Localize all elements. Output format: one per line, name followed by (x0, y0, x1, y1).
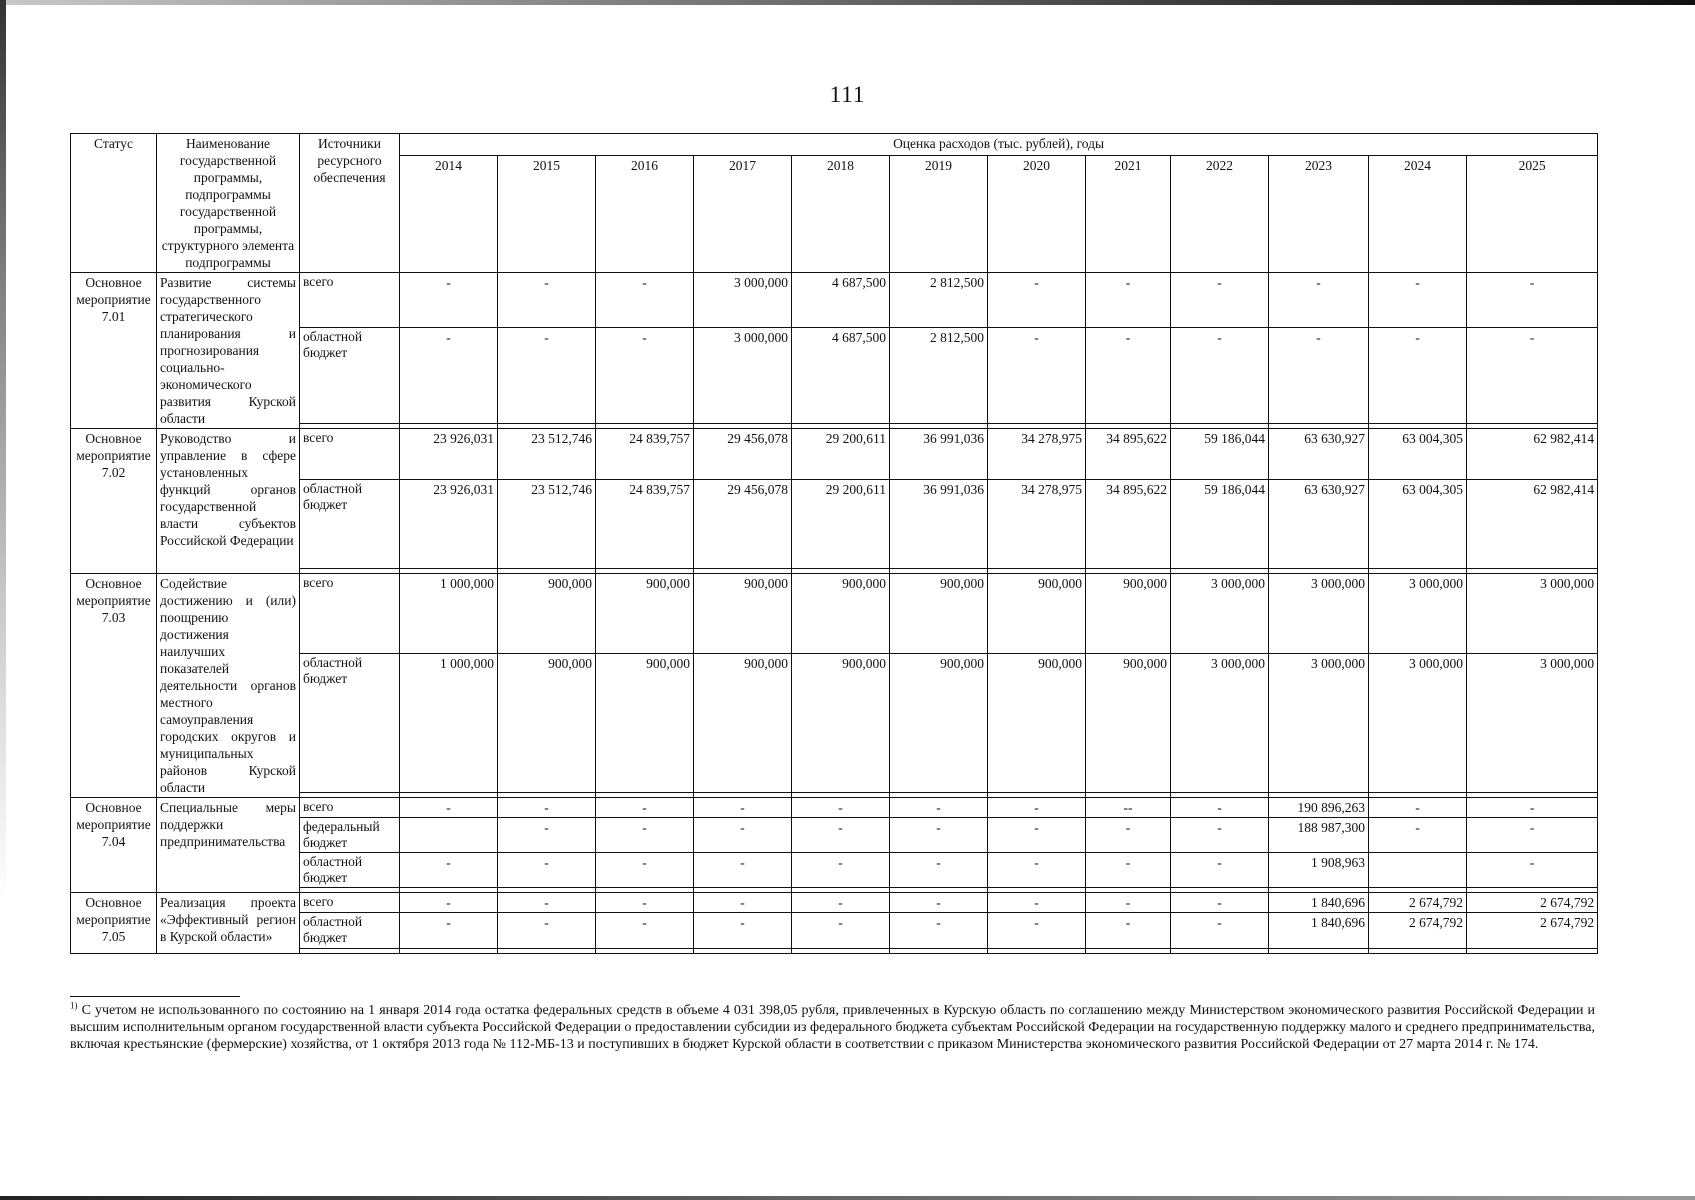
cell-value-2020: 34 278,975 (988, 429, 1086, 480)
cell-value-2018: - (792, 913, 890, 949)
header-status: Статус (71, 134, 157, 273)
cell-value-2024: 63 004,305 (1369, 429, 1467, 480)
filler-cell (596, 949, 694, 954)
cell-value-2025: 3 000,000 (1467, 653, 1598, 792)
cell-value-2022: - (1171, 853, 1269, 888)
filler-cell (792, 949, 890, 954)
filler-cell (1369, 949, 1467, 954)
filler-cell (1086, 949, 1171, 954)
header-year-2024: 2024 (1369, 156, 1467, 273)
cell-value-2019: - (890, 853, 988, 888)
cell-value-2015: - (498, 798, 596, 818)
cell-value-2023: 190 896,263 (1269, 798, 1369, 818)
table-row (71, 913, 1598, 949)
cell-value-2015: - (498, 818, 596, 853)
cell-value-2018: - (792, 893, 890, 913)
cell-value-2024: 3 000,000 (1369, 574, 1467, 654)
cell-value-2022: - (1171, 913, 1269, 949)
row-source: федеральный бюджет (300, 818, 400, 853)
budget-table (70, 133, 1598, 954)
cell-value-2014: 23 926,031 (400, 479, 498, 568)
cell-value-2017: 3 000,000 (694, 273, 792, 328)
cell-value-2016: - (596, 798, 694, 818)
header-year-2015: 2015 (498, 156, 596, 273)
cell-value-2021: 900,000 (1086, 574, 1171, 654)
cell-value-2018: - (792, 853, 890, 888)
cell-value-2024: - (1369, 273, 1467, 328)
row-source: областной бюджет (300, 853, 400, 888)
cell-value-2023: - (1269, 327, 1369, 423)
cell-value-2017: - (694, 913, 792, 949)
cell-value-2019: 36 991,036 (890, 479, 988, 568)
row-status: Основное мероприятие 7.03 (71, 574, 157, 798)
row-status: Основное мероприятие 7.05 (71, 893, 157, 954)
cell-value-2017: 900,000 (694, 653, 792, 792)
row-program-name: Содействие достижению и (или) поощрению достижения наилучших показателей деятельности органов местного самоуправления городских округов и муниципальных районов Курской области (157, 574, 300, 798)
header-year-2021: 2021 (1086, 156, 1171, 273)
cell-value-2015: 900,000 (498, 653, 596, 792)
table-row (71, 273, 1598, 328)
cell-value-2017: - (694, 853, 792, 888)
cell-value-2018: 900,000 (792, 653, 890, 792)
cell-value-2019: 2 812,500 (890, 327, 988, 423)
cell-value-2017: 3 000,000 (694, 327, 792, 423)
cell-value-2019: 36 991,036 (890, 429, 988, 480)
row-source: всего (300, 893, 400, 913)
cell-value-2017: - (694, 893, 792, 913)
cell-value-2025: - (1467, 798, 1598, 818)
filler-cell (498, 949, 596, 954)
cell-value-2016: - (596, 893, 694, 913)
cell-value-2020: - (988, 818, 1086, 853)
row-source: всего (300, 273, 400, 328)
cell-value-2023: 188 987,300 (1269, 818, 1369, 853)
cell-value-2025: 3 000,000 (1467, 574, 1598, 654)
cell-value-2017: 29 456,078 (694, 429, 792, 480)
cell-value-2024 (1369, 853, 1467, 888)
cell-value-2018: 29 200,611 (792, 479, 890, 568)
cell-value-2017: - (694, 798, 792, 818)
cell-value-2025: - (1467, 273, 1598, 328)
filler-cell (1171, 949, 1269, 954)
cell-value-2022: - (1171, 798, 1269, 818)
row-source: областной бюджет (300, 327, 400, 423)
cell-value-2014 (400, 818, 498, 853)
table-row (71, 574, 1598, 654)
cell-value-2015: - (498, 327, 596, 423)
cell-value-2024: 3 000,000 (1369, 653, 1467, 792)
table-row (71, 429, 1598, 480)
row-source: всего (300, 429, 400, 480)
cell-value-2014: - (400, 798, 498, 818)
cell-value-2022: - (1171, 273, 1269, 328)
row-source: всего (300, 574, 400, 654)
header-year-2025: 2025 (1467, 156, 1598, 273)
cell-value-2016: - (596, 327, 694, 423)
filler-cell (890, 949, 988, 954)
cell-value-2015: - (498, 913, 596, 949)
cell-value-2022: 59 186,044 (1171, 479, 1269, 568)
cell-value-2018: - (792, 798, 890, 818)
table-row (71, 893, 1598, 913)
header-year-2018: 2018 (792, 156, 890, 273)
row-status: Основное мероприятие 7.04 (71, 798, 157, 893)
cell-value-2015: - (498, 893, 596, 913)
cell-value-2023: 63 630,927 (1269, 429, 1369, 480)
header-year-2023: 2023 (1269, 156, 1369, 273)
cell-value-2019: 900,000 (890, 574, 988, 654)
table-header (71, 134, 1598, 273)
cell-value-2022: - (1171, 893, 1269, 913)
cell-value-2014: - (400, 893, 498, 913)
cell-value-2022: - (1171, 818, 1269, 853)
header-year-2017: 2017 (694, 156, 792, 273)
group-filler-row (71, 949, 1598, 954)
cell-value-2023: 3 000,000 (1269, 574, 1369, 654)
table-row (71, 853, 1598, 888)
cell-value-2022: 3 000,000 (1171, 574, 1269, 654)
table-row (71, 327, 1598, 423)
cell-value-2025: - (1467, 327, 1598, 423)
cell-value-2015: 900,000 (498, 574, 596, 654)
cell-value-2024: 2 674,792 (1369, 893, 1467, 913)
cell-value-2014: - (400, 273, 498, 328)
cell-value-2021: - (1086, 853, 1171, 888)
cell-value-2019: - (890, 818, 988, 853)
header-year-2020: 2020 (988, 156, 1086, 273)
cell-value-2020: 900,000 (988, 653, 1086, 792)
header-expense-group: Оценка расходов (тыс. рублей), годы (400, 134, 1598, 156)
cell-value-2025: 62 982,414 (1467, 429, 1598, 480)
cell-value-2025: 2 674,792 (1467, 893, 1598, 913)
cell-value-2023: - (1269, 273, 1369, 328)
header-year-2016: 2016 (596, 156, 694, 273)
header-year-2014: 2014 (400, 156, 498, 273)
cell-value-2025: 2 674,792 (1467, 913, 1598, 949)
cell-value-2020: 34 278,975 (988, 479, 1086, 568)
row-program-name: Специальные меры поддержки предпринимательства (157, 798, 300, 893)
cell-value-2020: - (988, 853, 1086, 888)
scan-edge-top (0, 0, 1695, 5)
cell-value-2024: - (1369, 818, 1467, 853)
cell-value-2019: 900,000 (890, 653, 988, 792)
cell-value-2016: - (596, 273, 694, 328)
row-status: Основное мероприятие 7.02 (71, 429, 157, 574)
cell-value-2018: 29 200,611 (792, 429, 890, 480)
cell-value-2020: - (988, 798, 1086, 818)
cell-value-2018: 4 687,500 (792, 327, 890, 423)
scan-edge-bottom (0, 1196, 1695, 1200)
cell-value-2021: - (1086, 913, 1171, 949)
cell-value-2018: 4 687,500 (792, 273, 890, 328)
cell-value-2015: - (498, 273, 596, 328)
table-body (71, 273, 1598, 954)
filler-cell (694, 949, 792, 954)
row-status: Основное мероприятие 7.01 (71, 273, 157, 429)
cell-value-2023: 1 908,963 (1269, 853, 1369, 888)
footnote-text: С учетом не использованного по состоянию на 1 января 2014 года остатка федеральных средств в объеме 4 031 398,05 рубля, привлеченных в Курскую область по соглашению между Министерством экономического развития Российской Федерации и высшим исполнительным органом государственной власти субъекта Российской Федерации о предоставлении субсидии из федерального бюджета субъектам Российской Федерации на государственную поддержку малого и среднего предпринимательства, включая крестьянские (фермерские) хозяйства, от 1 октября 2013 года № 112-МБ-13 и поступивших в бюджет Курской области в соответствии с приказом Министерства экономического развития Российской Федерации от 27 марта 2014 г. № 174. (70, 1003, 1596, 1052)
cell-value-2023: 3 000,000 (1269, 653, 1369, 792)
cell-value-2015: - (498, 853, 596, 888)
row-program-name: Развитие системы государственного стратегического планирования и прогнозирования социально-экономического развития Курской области (157, 273, 300, 429)
cell-value-2020: - (988, 913, 1086, 949)
cell-value-2018: - (792, 818, 890, 853)
row-program-name: Руководство и управление в сфере установленных функций органов государственной власти субъектов Российской Федерации (157, 429, 300, 574)
cell-value-2014: - (400, 853, 498, 888)
cell-value-2024: 2 674,792 (1369, 913, 1467, 949)
cell-value-2021: 34 895,622 (1086, 479, 1171, 568)
filler-cell (988, 949, 1086, 954)
scan-edge-left (0, 0, 6, 900)
cell-value-2015: 23 512,746 (498, 479, 596, 568)
cell-value-2014: 1 000,000 (400, 653, 498, 792)
cell-value-2021: - (1086, 818, 1171, 853)
cell-value-2021: 900,000 (1086, 653, 1171, 792)
cell-value-2016: 900,000 (596, 574, 694, 654)
cell-value-2016: 24 839,757 (596, 429, 694, 480)
filler-cell (1269, 949, 1369, 954)
cell-value-2020: - (988, 327, 1086, 423)
cell-value-2016: 24 839,757 (596, 479, 694, 568)
filler-cell (400, 949, 498, 954)
cell-value-2014: 23 926,031 (400, 429, 498, 480)
header-row-group (71, 134, 1598, 156)
page-number: 111 (829, 82, 866, 107)
row-source: всего (300, 798, 400, 818)
row-source: областной бюджет (300, 913, 400, 949)
cell-value-2021: - (1086, 327, 1171, 423)
cell-value-2016: 900,000 (596, 653, 694, 792)
cell-value-2020: - (988, 893, 1086, 913)
cell-value-2017: 29 456,078 (694, 479, 792, 568)
cell-value-2017: 900,000 (694, 574, 792, 654)
cell-value-2014: - (400, 327, 498, 423)
cell-value-2015: 23 512,746 (498, 429, 596, 480)
cell-value-2024: - (1369, 798, 1467, 818)
header-source: Источники ресурсного обеспечения (300, 134, 400, 273)
cell-value-2016: - (596, 853, 694, 888)
cell-value-2014: 1 000,000 (400, 574, 498, 654)
cell-value-2016: - (596, 913, 694, 949)
table-row (71, 653, 1598, 792)
cell-value-2023: 1 840,696 (1269, 893, 1369, 913)
cell-value-2025: - (1467, 818, 1598, 853)
cell-value-2019: - (890, 913, 988, 949)
cell-value-2021: - (1086, 273, 1171, 328)
table-row (71, 479, 1598, 568)
table-row (71, 798, 1598, 818)
cell-value-2021: -- (1086, 798, 1171, 818)
row-source: областной бюджет (300, 479, 400, 568)
footnote-marker: 1) (70, 1000, 78, 1011)
cell-value-2014: - (400, 913, 498, 949)
cell-value-2020: 900,000 (988, 574, 1086, 654)
cell-value-2018: 900,000 (792, 574, 890, 654)
cell-value-2025: - (1467, 853, 1598, 888)
cell-value-2023: 63 630,927 (1269, 479, 1369, 568)
table-row (71, 818, 1598, 853)
cell-value-2019: - (890, 893, 988, 913)
cell-value-2021: - (1086, 893, 1171, 913)
header-year-2019: 2019 (890, 156, 988, 273)
cell-value-2022: 59 186,044 (1171, 429, 1269, 480)
cell-value-2017: - (694, 818, 792, 853)
row-program-name: Реализация проекта «Эффективный регион в Курской области» (157, 893, 300, 954)
cell-value-2024: - (1369, 327, 1467, 423)
footnote (70, 1002, 1595, 1053)
cell-value-2019: - (890, 798, 988, 818)
footnote-divider (70, 996, 240, 997)
cell-value-2025: 62 982,414 (1467, 479, 1598, 568)
cell-value-2022: - (1171, 327, 1269, 423)
cell-value-2022: 3 000,000 (1171, 653, 1269, 792)
cell-value-2024: 63 004,305 (1369, 479, 1467, 568)
cell-value-2016: - (596, 818, 694, 853)
row-source: областной бюджет (300, 653, 400, 792)
cell-value-2019: 2 812,500 (890, 273, 988, 328)
filler-cell (1467, 949, 1598, 954)
filler-cell (300, 949, 400, 954)
header-name: Наименование государственной программы, подпрограммы государственной программы, структурного элемента подпрограммы (157, 134, 300, 273)
cell-value-2021: 34 895,622 (1086, 429, 1171, 480)
cell-value-2023: 1 840,696 (1269, 913, 1369, 949)
cell-value-2020: - (988, 273, 1086, 328)
header-year-2022: 2022 (1171, 156, 1269, 273)
